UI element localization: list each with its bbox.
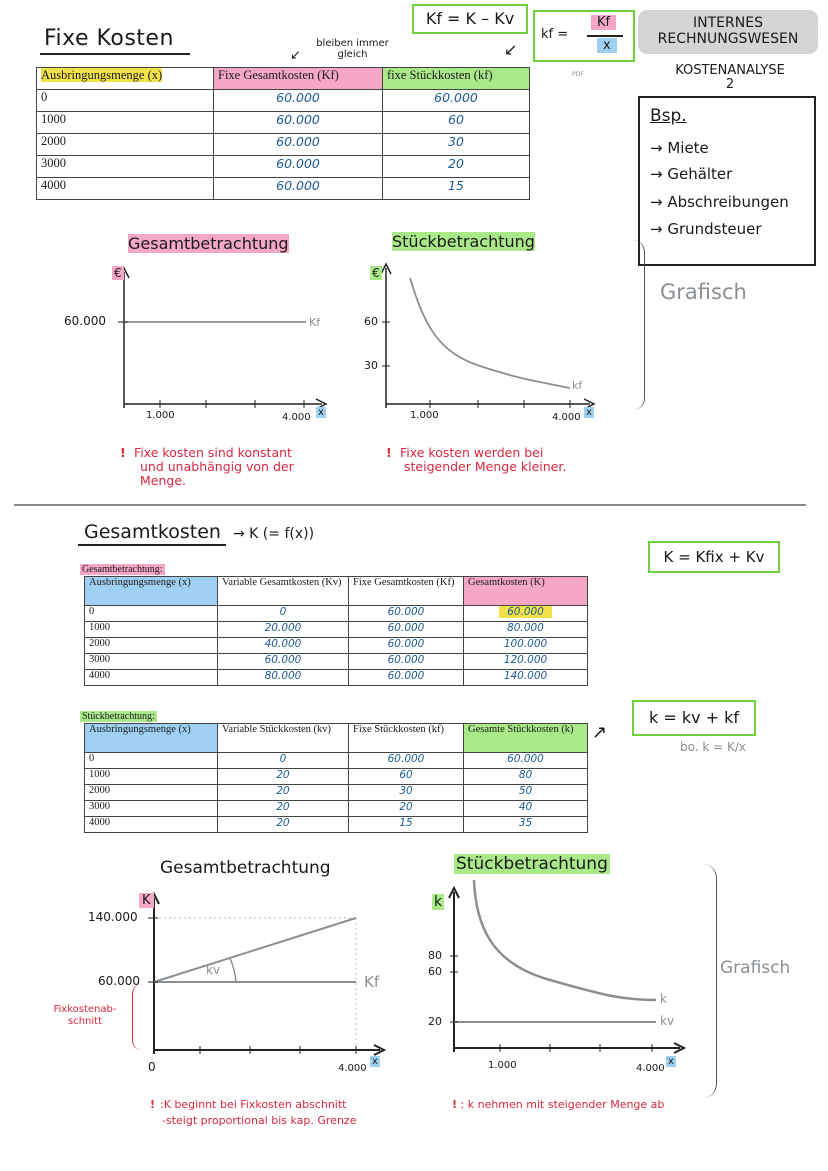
unit-cost-table xyxy=(84,723,588,833)
table-cell: 4000 xyxy=(85,670,218,686)
note-line: -steigt proportional bis kap. Grenze xyxy=(162,1114,357,1127)
chart3-origin: 0 xyxy=(148,1060,156,1074)
table-cell: 60.000 xyxy=(349,622,464,638)
grafisch-label-2: Grafisch xyxy=(720,958,791,978)
table-cell: 80.000 xyxy=(218,670,349,686)
chart3-note xyxy=(150,1098,357,1127)
table-header: Variable Stückkosten (kv) xyxy=(218,724,349,753)
chart3-kv-label: kv xyxy=(206,963,221,977)
chart3-title-text: Gesamtbetrachtung xyxy=(160,858,331,878)
table-cell: 80 xyxy=(464,769,588,785)
small-mark: PDF xyxy=(572,71,584,78)
chart1-line-label: Kf xyxy=(309,316,321,329)
table-a-label: Gesamtbetrachtung: xyxy=(82,564,163,575)
header-text: Ausbringungsmenge (x) xyxy=(41,68,163,82)
table-cell: 3000 xyxy=(37,156,214,178)
arrow-curve-icon: ↙ xyxy=(504,40,518,59)
subject-title xyxy=(645,64,815,92)
table-cell: 100.000 xyxy=(464,638,588,654)
table-cell: 80.000 xyxy=(464,622,588,638)
chart4-k-label: k xyxy=(660,992,667,1006)
highlight-value: 60.000 xyxy=(499,606,552,618)
table-cell: 60.000 xyxy=(349,654,464,670)
table-header xyxy=(37,68,214,90)
note-annotation: bleiben immer gleich xyxy=(316,38,389,60)
header-badge xyxy=(638,10,818,54)
table-cell: 60.000 xyxy=(349,753,464,769)
chart2-xtick: 4.000 xyxy=(552,412,581,423)
table-row xyxy=(37,112,530,134)
chart2-plot xyxy=(340,258,600,433)
table-row xyxy=(37,178,530,200)
chart4-ylabel: k xyxy=(434,894,443,910)
chart2-xaxis-label: x xyxy=(586,407,592,418)
chart3-bracket-label xyxy=(40,1004,130,1028)
table-cell: 60.000 xyxy=(349,670,464,686)
arrow-down-icon: ↙ xyxy=(290,48,301,63)
chart4-kv-label: kv xyxy=(660,1014,675,1028)
page-title-text: Fixe Kosten xyxy=(44,26,174,51)
formula-kf-den: x xyxy=(597,38,617,53)
chart3-ylabel: K xyxy=(139,893,154,908)
table-cell: 0 xyxy=(85,606,218,622)
chart1-xaxis-label: x xyxy=(318,407,324,418)
chart4-ytick: 80 xyxy=(428,949,442,962)
table-cell: 1000 xyxy=(85,622,218,638)
chart3-kf-label: Kf xyxy=(364,973,380,991)
table-header: Fixe Gesamtkosten (Kf) xyxy=(214,68,383,90)
table-header-row xyxy=(85,577,588,606)
bracket-line: Fixkostenab- xyxy=(53,1004,117,1015)
section-divider xyxy=(14,504,806,506)
chart3-bracket xyxy=(132,984,143,1050)
table-b-label: Stückbetrachtung: xyxy=(82,711,155,722)
chart1-title-text: Gesamtbetrachtung xyxy=(128,234,289,253)
table-cell: 140.000 xyxy=(464,670,588,686)
brace-1 xyxy=(630,240,645,410)
table-cell: 60.000 xyxy=(214,178,383,200)
chart4-xaxis-label: x xyxy=(668,1056,674,1067)
section2-underline xyxy=(78,544,226,546)
table-header-row xyxy=(85,724,588,753)
table-header-row xyxy=(37,68,530,90)
table-cell: 60.000 xyxy=(383,90,530,112)
badge-line2: RECHNUNGSWESEN xyxy=(657,31,799,47)
fixed-cost-table xyxy=(36,67,530,200)
warning-icon: ! xyxy=(120,445,126,460)
chart2-ytick: 30 xyxy=(364,359,378,372)
table-cell: 2000 xyxy=(85,638,218,654)
chart1-xtick: 4.000 xyxy=(282,412,311,423)
table-header: Fixe Stückkosten (kf) xyxy=(349,724,464,753)
table-cell: 2000 xyxy=(37,134,214,156)
chart3-ytick: 60.000 xyxy=(98,974,140,988)
section2-title-text: Gesamtkosten xyxy=(84,521,221,543)
chart2-title xyxy=(392,232,535,251)
table-row xyxy=(85,670,588,686)
chart1-title xyxy=(128,234,289,253)
table-cell: 20 xyxy=(349,801,464,817)
table-row xyxy=(37,134,530,156)
chart2-line-label: kf xyxy=(572,379,583,392)
table-header: Ausbringungsmenge (x) xyxy=(85,724,218,753)
table-row xyxy=(85,753,588,769)
chart4-ytick: 20 xyxy=(428,1015,442,1028)
subject-line1: KOSTENANALYSE xyxy=(675,63,785,78)
table-header: fixe Stückkosten (kf) xyxy=(383,68,530,90)
chart1-ytick: 60.000 xyxy=(64,314,106,328)
table-cell: 60.000 xyxy=(214,112,383,134)
table-cell: 40.000 xyxy=(218,638,349,654)
table-cell: 4000 xyxy=(85,817,218,833)
example-item: → Miete xyxy=(650,139,709,157)
chart4-title-text: Stückbetrachtung xyxy=(456,854,608,874)
grafisch-label-1: Grafisch xyxy=(660,280,747,304)
table-row xyxy=(85,606,588,622)
table-cell: 0 xyxy=(218,753,349,769)
chart2-ylabel: € xyxy=(372,266,380,280)
table-cell: 35 xyxy=(464,817,588,833)
table-row xyxy=(85,817,588,833)
chart4-xtick: 1.000 xyxy=(488,1060,517,1071)
chart3-xaxis-label: x xyxy=(372,1056,378,1067)
chart4-ytick: 60 xyxy=(428,965,442,978)
table-cell: 20 xyxy=(218,817,349,833)
table-header: Ausbringungsmenge (x) xyxy=(85,577,218,606)
chart4-note xyxy=(452,1098,664,1111)
chart1-xtick: 1.000 xyxy=(146,410,175,421)
table-cell: 20.000 xyxy=(218,622,349,638)
table-cell: 60 xyxy=(349,769,464,785)
chart1-ylabel: € xyxy=(114,266,122,280)
table-cell: 60.000 xyxy=(464,753,588,769)
chart4-plot xyxy=(420,876,700,1066)
note-line: Fixe kosten sind konstant xyxy=(134,445,292,460)
table-cell: 20 xyxy=(383,156,530,178)
note-line: Menge. xyxy=(140,473,186,488)
bracket-line: schnitt xyxy=(67,1016,102,1027)
table-cell: 30 xyxy=(349,785,464,801)
table-cell: 60.000 xyxy=(214,90,383,112)
table-cell: 60.000 xyxy=(349,638,464,654)
subject-line2: 2 xyxy=(725,77,735,92)
table-cell: 0 xyxy=(85,753,218,769)
table-cell: 60.000 xyxy=(218,654,349,670)
table-cell: 1000 xyxy=(85,769,218,785)
chart2-note xyxy=(386,445,567,474)
table-cell: 20 xyxy=(218,769,349,785)
k-curve xyxy=(474,880,656,1000)
section2-title xyxy=(84,521,314,543)
total-cost-table xyxy=(84,576,588,686)
table-cell: 20 xyxy=(218,801,349,817)
example-title: Bsp. xyxy=(650,106,687,126)
table-cell: 30 xyxy=(383,134,530,156)
table-row xyxy=(85,769,588,785)
chart3-plot xyxy=(100,888,390,1063)
arrow-right-icon: ↗ xyxy=(592,722,608,743)
section2-subtitle: → K (= f(x)) xyxy=(233,526,315,542)
chart3-ytick: 140.000 xyxy=(88,910,138,924)
kf-curve xyxy=(410,278,570,388)
example-item: → Gehälter xyxy=(650,165,733,183)
table-header: Variable Gesamtkosten (Kv) xyxy=(218,577,349,606)
table-header: Gesamte Stückkosten (k) xyxy=(464,724,588,753)
table-cell: 0 xyxy=(37,90,214,112)
formula-kf-num: Kf xyxy=(591,15,616,30)
table-row xyxy=(85,654,588,670)
formula-unit-note: bo. k = K/x xyxy=(680,740,747,754)
page-title xyxy=(44,26,174,51)
note-line: :K beginnt bei Fixkosten abschnitt xyxy=(160,1098,347,1111)
table-cell: 60.000 xyxy=(349,606,464,622)
chart3-xtick: 4.000 xyxy=(338,1063,367,1074)
chart2-xtick: 1.000 xyxy=(410,410,439,421)
table-cell: 120.000 xyxy=(464,654,588,670)
formula-top-text: Kf = K – Kv xyxy=(425,9,515,28)
table-header: Gesamtkosten (K) xyxy=(464,577,588,606)
formula-kf-lhs: kf = xyxy=(541,27,569,42)
table-cell: 2000 xyxy=(85,785,218,801)
formula-top-box xyxy=(412,4,528,34)
warning-icon: ! xyxy=(452,1098,458,1111)
table-row xyxy=(85,638,588,654)
chart1-plot xyxy=(40,258,340,433)
example-box xyxy=(638,96,816,266)
table-cell: 60 xyxy=(383,112,530,134)
kv-angle-arc xyxy=(230,958,236,982)
table-cell: 60.000 xyxy=(214,134,383,156)
warning-icon: ! xyxy=(150,1098,156,1111)
chart1-note xyxy=(120,445,294,488)
table-header: Fixe Gesamtkosten (Kf) xyxy=(349,577,464,606)
table-cell: 4000 xyxy=(37,178,214,200)
note-line: Fixe kosten werden bei xyxy=(400,445,544,460)
table-row xyxy=(37,156,530,178)
example-item: → Abschreibungen xyxy=(650,193,789,211)
example-item: → Grundsteuer xyxy=(650,220,762,238)
table-cell: 50 xyxy=(464,785,588,801)
warning-icon: ! xyxy=(386,445,392,460)
brace-2 xyxy=(702,864,717,1098)
title-underline xyxy=(40,53,190,55)
formula-kf-box xyxy=(533,10,635,62)
table-cell: 60.000 xyxy=(214,156,383,178)
chart4-title xyxy=(454,854,610,874)
badge-line1: INTERNES xyxy=(693,15,763,31)
table-cell xyxy=(464,606,588,622)
chart2-ytick: 60 xyxy=(364,315,378,328)
table-cell: 1000 xyxy=(37,112,214,134)
table-cell: 3000 xyxy=(85,801,218,817)
table-cell: 0 xyxy=(218,606,349,622)
table-cell: 15 xyxy=(383,178,530,200)
note-line: : k nehmen mit steigender Menge ab xyxy=(460,1098,665,1111)
table-cell: 40 xyxy=(464,801,588,817)
table-row xyxy=(37,90,530,112)
k-line xyxy=(154,918,356,982)
table-row xyxy=(85,785,588,801)
note-line: und unabhängig von der xyxy=(140,459,294,474)
chart3-title xyxy=(160,858,331,878)
table-cell: 3000 xyxy=(85,654,218,670)
formula-kf-bar xyxy=(587,35,623,37)
formula-total-box: K = Kfix + Kv xyxy=(648,541,780,573)
table-row xyxy=(85,801,588,817)
chart4-xtick: 4.000 xyxy=(636,1063,665,1074)
formula-unit-box: k = kv + kf xyxy=(632,700,756,736)
note-line: steigender Menge kleiner. xyxy=(404,459,567,474)
table-cell: 20 xyxy=(218,785,349,801)
table-cell: 15 xyxy=(349,817,464,833)
chart2-title-text: Stückbetrachtung xyxy=(392,232,535,251)
table-row xyxy=(85,622,588,638)
